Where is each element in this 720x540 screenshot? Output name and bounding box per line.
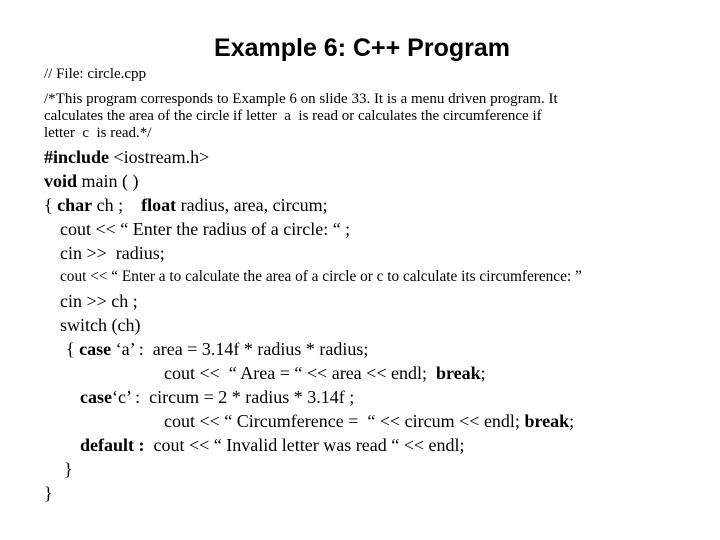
description-line-2: calculates the area of the circle if letter a is read or calculates the circumference if bbox=[44, 108, 542, 124]
default-line bbox=[80, 434, 465, 456]
include-keyword: #include bbox=[44, 147, 110, 167]
case-a-body: ‘a’ : area = 3.14f * radius * radius; bbox=[111, 339, 369, 359]
include-header: <iostream.h> bbox=[109, 147, 210, 167]
declaration-line bbox=[44, 194, 328, 216]
circumference-output: cout << “ Circumference = “ << circum << endl; bbox=[164, 411, 525, 431]
circumference-semicolon: ; bbox=[569, 411, 575, 431]
case-a-keyword: case bbox=[79, 339, 112, 359]
main-signature-line bbox=[44, 170, 139, 192]
slide-title: Example 6: C++ Program bbox=[214, 34, 510, 62]
circumference-output-line bbox=[164, 410, 574, 432]
float-declaration: radius, area, circum; bbox=[176, 195, 328, 215]
area-output: cout << “ Area = “ << area << endl; bbox=[164, 363, 436, 383]
prompt-menu-line: cout << “ Enter a to calculate the area of a circle or c to calculate its circumference: ” bbox=[60, 268, 582, 285]
area-break-keyword: break bbox=[435, 363, 481, 383]
description-line-1: /*This program corresponds to Example 6 on slide 33. It is a menu driven program. It bbox=[44, 91, 558, 107]
prompt-radius-line: cout << “ Enter the radius of a circle: “ ; bbox=[60, 219, 351, 239]
switch-open-brace: { bbox=[66, 339, 80, 359]
description-line-3: letter c is read.*/ bbox=[44, 125, 152, 141]
main-close-brace: } bbox=[44, 483, 53, 503]
include-line bbox=[44, 146, 209, 168]
circumference-break-keyword: break bbox=[524, 411, 570, 431]
read-ch-line: cin >> ch ; bbox=[60, 291, 138, 311]
float-keyword: float bbox=[141, 195, 177, 215]
area-semicolon: ; bbox=[480, 363, 486, 383]
default-body: cout << “ Invalid letter was read “ << endl; bbox=[144, 435, 465, 455]
void-keyword: void bbox=[44, 171, 78, 191]
open-brace: { bbox=[44, 195, 58, 215]
case-a-line bbox=[66, 338, 368, 360]
switch-line: switch (ch) bbox=[60, 315, 141, 335]
case-c-body: ‘c’ : circum = 2 * radius * 3.14f ; bbox=[111, 387, 355, 407]
char-declaration: ch ; bbox=[92, 195, 142, 215]
default-keyword: default : bbox=[80, 435, 145, 455]
switch-close-brace: } bbox=[64, 459, 73, 479]
area-output-line bbox=[164, 362, 486, 384]
read-radius-line: cin >> radius; bbox=[60, 243, 165, 263]
main-signature: main ( ) bbox=[77, 171, 139, 191]
case-c-keyword: case bbox=[80, 387, 112, 407]
case-c-line bbox=[80, 386, 354, 408]
file-comment: // File: circle.cpp bbox=[44, 66, 147, 82]
char-keyword: char bbox=[57, 195, 93, 215]
